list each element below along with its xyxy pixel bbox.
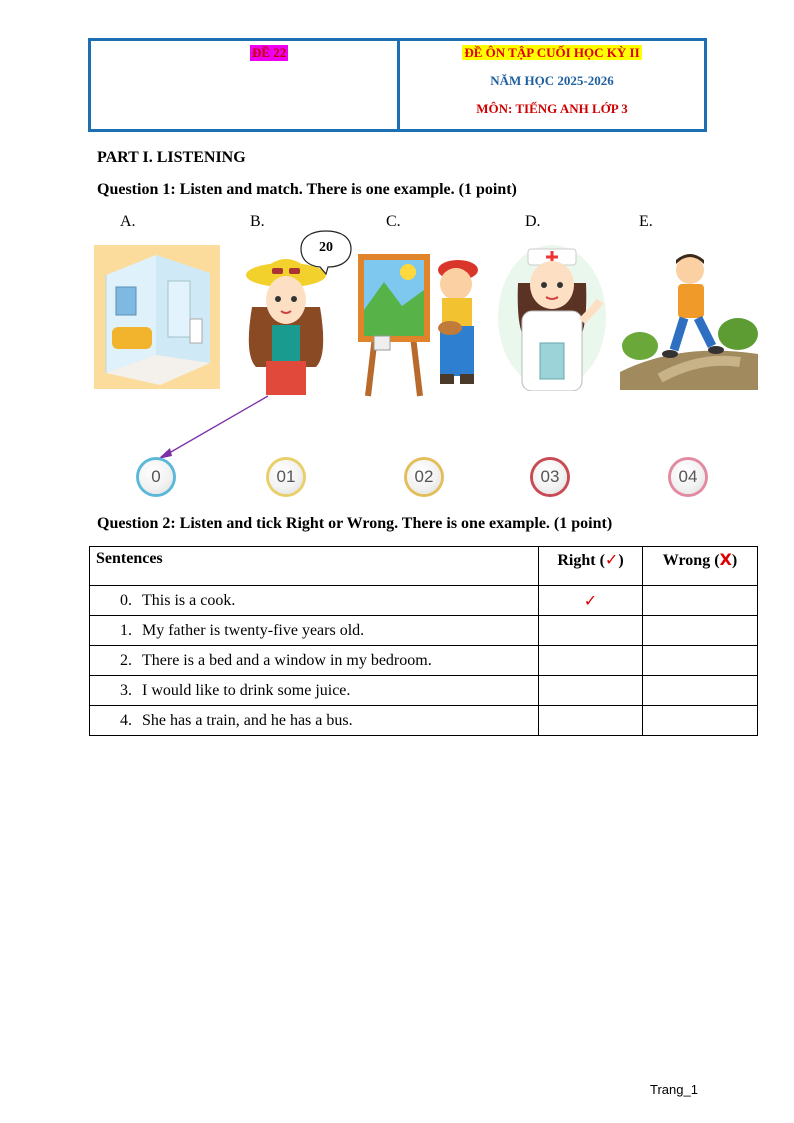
- check-icon: ✓: [583, 590, 598, 610]
- header-left-cell: [91, 41, 400, 129]
- question1-title: Question 1: Listen and match. There is one example. (1 point): [97, 181, 517, 198]
- option-b-label: B.: [250, 213, 265, 230]
- right-cell[interactable]: [539, 646, 643, 676]
- wrong-cell[interactable]: [643, 676, 758, 706]
- speech-bubble-number: 20: [319, 240, 333, 255]
- right-cell[interactable]: [539, 616, 643, 646]
- painter-picture: [354, 240, 484, 398]
- header-right: Right (✓): [539, 547, 643, 586]
- row-sentence: There is a bed and a window in my bedroom.: [142, 651, 432, 669]
- header-box: [88, 38, 707, 132]
- cross-icon: X: [719, 550, 732, 569]
- table-header-row: [90, 547, 758, 586]
- question2-title: Question 2: Listen and tick Right or Wrong. There is one example. (1 point): [97, 515, 613, 532]
- option-a-label: A.: [120, 213, 136, 230]
- exam-title: ĐỀ ÔN TẬP CUỐI HỌC KỲ II: [464, 45, 640, 60]
- right-cell[interactable]: [539, 586, 643, 616]
- row-number: 2.: [120, 651, 132, 669]
- wrong-cell[interactable]: [643, 706, 758, 736]
- page-footer: Trang_1: [650, 1082, 698, 1097]
- row-number: 3.: [120, 681, 132, 699]
- check-icon: ✓: [604, 550, 619, 569]
- bathroom-picture: [94, 245, 220, 389]
- option-c-label: C.: [386, 213, 401, 230]
- header-sentences: Sentences: [90, 547, 539, 586]
- right-cell[interactable]: [539, 706, 643, 736]
- option-e-label: E.: [639, 213, 653, 230]
- header-right-cell: [400, 41, 704, 129]
- row-sentence: I would like to drink some juice.: [142, 681, 351, 699]
- row-number: 4.: [120, 711, 132, 729]
- number-circle-01: 01: [269, 460, 303, 494]
- number-circle-03: 03: [533, 460, 567, 494]
- right-cell[interactable]: [539, 676, 643, 706]
- school-year: NĂM HỌC 2025-2026: [490, 73, 614, 88]
- option-d-label: D.: [525, 213, 541, 230]
- part-title: PART I. LISTENING: [97, 149, 246, 166]
- row-sentence: My father is twenty-five years old.: [142, 621, 365, 639]
- row-sentence: She has a train, and he has a bus.: [142, 711, 353, 729]
- table-row: [90, 676, 758, 706]
- subject: MÔN: TIẾNG ANH LỚP 3: [476, 101, 628, 116]
- row-number: 0.: [120, 591, 132, 609]
- example-match-arrow: [150, 392, 280, 462]
- table-row: [90, 706, 758, 736]
- tick-table: [89, 546, 758, 736]
- wrong-cell[interactable]: [643, 586, 758, 616]
- row-number: 1.: [120, 621, 132, 639]
- table-row: [90, 616, 758, 646]
- number-circle-0: 0: [139, 460, 173, 494]
- wrong-cell[interactable]: [643, 616, 758, 646]
- wrong-cell[interactable]: [643, 646, 758, 676]
- row-sentence: This is a cook.: [142, 591, 236, 609]
- boy-walking-picture: [620, 250, 758, 390]
- nurse-picture: [496, 243, 608, 391]
- exam-code: ĐỀ 22: [252, 45, 287, 60]
- table-row: [90, 586, 758, 616]
- number-circle-02: 02: [407, 460, 441, 494]
- number-circle-04: 04: [671, 460, 705, 494]
- header-wrong: Wrong (X): [643, 547, 758, 586]
- table-row: [90, 646, 758, 676]
